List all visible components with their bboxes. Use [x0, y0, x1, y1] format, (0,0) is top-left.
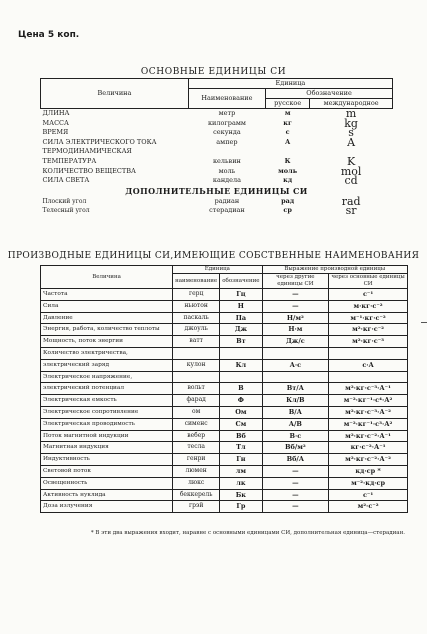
unit-name-cell: джоуль: [173, 324, 220, 336]
quantity-cell: Световой поток: [41, 465, 173, 477]
table-row: [41, 147, 393, 157]
unit-symbol-cell: Вт: [220, 336, 262, 348]
table-row: [41, 119, 393, 129]
via-base-units-cell: м⁻²·кг⁻¹·с³·А²: [329, 418, 408, 430]
quantity-cell: электрический потенциал: [41, 383, 173, 395]
unit-symbol-cell: Па: [220, 312, 262, 324]
additional-units-heading-row: [41, 186, 393, 197]
header-quantity: Величина: [41, 79, 189, 109]
via-base-units-cell: [329, 347, 408, 359]
header-via-base: через основные единицы СИ: [329, 274, 408, 289]
unit-symbol-cell: Бк: [220, 489, 262, 501]
international-symbol-cell: cd: [344, 174, 358, 188]
via-base-units-cell: м·кг·с⁻²: [329, 300, 408, 312]
russian-symbol-cell: рад: [281, 196, 295, 205]
unit-name-cell: стерадиан: [209, 206, 245, 215]
via-base-units-cell: м²·кг·с⁻³: [329, 336, 408, 348]
table-row: [41, 383, 408, 395]
international-symbol-cell: K: [347, 154, 356, 168]
unit-name-cell: радиан: [214, 196, 240, 205]
via-base-units-cell: [329, 371, 408, 383]
derived-units-title: ПРОИЗВОДНЫЕ ЕДИНИЦЫ СИ,ИМЕЮЩИЕ СОБСТВЕННЫЕ НАИМЕНОВАНИЯ: [7, 251, 420, 261]
table-row: [41, 289, 408, 301]
quantity-cell: Мощность, поток энергии: [41, 336, 173, 348]
header-name: наименование: [173, 274, 220, 289]
unit-symbol-cell: Вб: [220, 430, 262, 442]
via-other-units-cell: Н·м: [262, 324, 329, 336]
via-base-units-cell: м⁻²·кг⁻¹·с⁴·А²: [329, 395, 408, 407]
quantity-cell: КОЛИЧЕСТВО ВЕЩЕСТВА: [42, 166, 136, 175]
table-row: [41, 206, 393, 216]
unit-name-cell: сименс: [173, 418, 220, 430]
table-row: [41, 197, 393, 207]
unit-name-cell: [173, 347, 220, 359]
unit-name-cell: [188, 147, 265, 157]
unit-name-cell: секунда: [213, 128, 241, 137]
table-row: [41, 442, 408, 454]
unit-name-cell: кельвин: [212, 156, 241, 165]
table-row: [41, 489, 408, 501]
table-row: [41, 300, 408, 312]
header-international: международное: [310, 99, 393, 109]
russian-symbol-cell: кд: [283, 176, 293, 185]
unit-symbol-cell: лм: [220, 465, 262, 477]
via-other-units-cell: —: [262, 300, 329, 312]
unit-name-cell: грэй: [173, 501, 220, 513]
unit-symbol-cell: Дж: [220, 324, 262, 336]
base-units-table: [40, 78, 393, 216]
unit-name-cell: ом: [173, 406, 220, 418]
header-quantity: Величина: [41, 266, 173, 289]
unit-name-cell: ньютон: [173, 300, 220, 312]
unit-symbol-cell: Гр: [220, 501, 262, 513]
via-base-units-cell: м⁻¹·кг·с⁻²: [329, 312, 408, 324]
table-row: [41, 167, 393, 177]
via-other-units-cell: —: [262, 501, 329, 513]
via-other-units-cell: А·с: [262, 359, 329, 371]
quantity-cell: МАССА: [42, 118, 69, 127]
unit-symbol-cell: [220, 371, 262, 383]
unit-symbol-cell: Кл: [220, 359, 262, 371]
unit-name-cell: моль: [218, 166, 236, 175]
quantity-cell: Сила: [41, 300, 173, 312]
via-other-units-cell: —: [262, 489, 329, 501]
via-other-units-cell: —: [262, 465, 329, 477]
international-symbol-cell: kg: [344, 116, 358, 130]
via-base-units-cell: м²·кг·с⁻²·А⁻¹: [329, 430, 408, 442]
quantity-cell: ДЛИНА: [42, 109, 70, 117]
quantity-cell: Телесный угол: [42, 207, 90, 215]
unit-name-cell: паскаль: [173, 312, 220, 324]
via-base-units-cell: с·А: [329, 359, 408, 371]
table-row: [41, 176, 393, 186]
header-symbol: Обозначение: [266, 89, 393, 99]
via-other-units-cell: А/В: [262, 418, 329, 430]
russian-symbol-cell: А: [284, 137, 291, 146]
international-symbol-cell: s: [348, 126, 354, 140]
quantity-cell: Электрическое сопротивление: [41, 406, 173, 418]
quantity-cell: Плоский угол: [42, 197, 87, 205]
unit-name-cell: килограмм: [207, 118, 246, 127]
quantity-cell: Давление: [41, 312, 173, 324]
unit-name-cell: фарад: [173, 395, 220, 407]
base-units-body: [41, 109, 393, 216]
table-row: [41, 359, 408, 371]
quantity-cell: СИЛА ЭЛЕКТРИЧЕСКОГО ТОКА: [42, 137, 157, 146]
header-via-other: через другие единицы СИ: [262, 274, 329, 289]
unit-symbol-cell: См: [220, 418, 262, 430]
via-other-units-cell: Вб/м²: [262, 442, 329, 454]
unit-name-cell: тесла: [173, 442, 220, 454]
russian-symbol-cell: ср: [283, 206, 292, 215]
via-base-units-cell: м²·кг·с⁻²·А⁻²: [329, 454, 408, 466]
via-other-units-cell: В·с: [262, 430, 329, 442]
via-other-units-cell: [262, 347, 329, 359]
table-row: [41, 324, 408, 336]
international-symbol-cell: sr: [345, 204, 357, 218]
via-other-units-cell: —: [262, 477, 329, 489]
table-row: [41, 109, 393, 119]
via-other-units-cell: Н/м²: [262, 312, 329, 324]
unit-name-cell: вебер: [173, 430, 220, 442]
quantity-cell: ТЕМПЕРАТУРА: [42, 156, 97, 165]
unit-symbol-cell: В: [220, 383, 262, 395]
via-other-units-cell: [262, 371, 329, 383]
quantity-cell: Энергия, работа, количество теплоты: [41, 324, 173, 336]
quantity-cell: Электрическое напряжение,: [41, 371, 173, 383]
table-row: [41, 312, 408, 324]
quantity-cell: Индуктивность: [41, 454, 173, 466]
base-units-title: ОСНОВНЫЕ ЕДИНИЦЫ СИ: [140, 67, 287, 77]
russian-symbol-cell: моль: [278, 166, 298, 175]
table-row: [41, 128, 393, 138]
table-row: [41, 347, 408, 359]
via-base-units-cell: м²·с⁻²: [329, 501, 408, 513]
unit-name-cell: ватт: [173, 336, 220, 348]
quantity-cell: Частота: [41, 289, 173, 301]
table-row: [41, 395, 408, 407]
footnote: * В эти два выражения входит, наравне с основными единицами СИ, дополнительная единица—стерадиан.: [90, 530, 405, 536]
unit-symbol-cell: Н: [220, 300, 262, 312]
unit-name-cell: генри: [173, 454, 220, 466]
unit-symbol-cell: Ф: [220, 395, 262, 407]
via-other-units-cell: Вт/А: [262, 383, 329, 395]
table-row: [41, 418, 408, 430]
unit-name-cell: люкс: [173, 477, 220, 489]
unit-name-cell: кандела: [212, 176, 241, 185]
international-symbol-cell: A: [347, 135, 356, 149]
quantity-cell: Поток магнитной индукции: [41, 430, 173, 442]
unit-name-cell: герц: [173, 289, 220, 301]
unit-name-cell: кулон: [173, 359, 220, 371]
quantity-cell: Электрическая емкость: [41, 395, 173, 407]
quantity-cell: СИЛА СВЕТА: [42, 176, 90, 185]
quantity-cell: Электрическая проводимость: [41, 418, 173, 430]
header-russian: русское: [266, 99, 310, 109]
via-other-units-cell: Вб/А: [262, 454, 329, 466]
unit-name-cell: беккерель: [173, 489, 220, 501]
unit-symbol-cell: Гн: [220, 454, 262, 466]
via-other-units-cell: Дж/с: [262, 336, 329, 348]
via-base-units-cell: с⁻¹: [329, 489, 408, 501]
quantity-cell: Количество электричества,: [41, 347, 173, 359]
international-symbol-cell: m: [345, 107, 357, 120]
header-unit: Единица: [188, 79, 392, 89]
via-base-units-cell: кг·с⁻²·А⁻¹: [329, 442, 408, 454]
unit-name-cell: метр: [218, 109, 236, 117]
quantity-cell: ТЕРМОДИНАМИЧЕСКАЯ: [42, 147, 132, 156]
unit-symbol-cell: лк: [220, 477, 262, 489]
international-symbol-cell: mol: [340, 164, 362, 178]
unit-symbol-cell: [220, 347, 262, 359]
russian-symbol-cell: с: [285, 128, 290, 137]
table-row: [41, 371, 408, 383]
via-base-units-cell: м²·кг·с⁻²: [329, 324, 408, 336]
russian-symbol-cell: кг: [283, 118, 292, 127]
quantity-cell: Доза излучения: [41, 501, 173, 513]
table-row: [41, 465, 408, 477]
international-symbol-cell: rad: [341, 194, 361, 208]
russian-symbol-cell: К: [284, 156, 291, 165]
quantity-cell: Магнитная индукция: [41, 442, 173, 454]
table-row: [41, 430, 408, 442]
table-row: [41, 138, 393, 148]
header-expression: Выражение производной единицы: [262, 266, 407, 274]
price-label: Цена 5 коп.: [18, 30, 80, 40]
table-row: [41, 336, 408, 348]
table-row: [41, 501, 408, 513]
via-base-units-cell: м²·кг·с⁻³·А⁻¹: [329, 383, 408, 395]
via-base-units-cell: с⁻¹: [329, 289, 408, 301]
via-other-units-cell: В/А: [262, 406, 329, 418]
derived-units-body: [41, 289, 408, 513]
header-unit: Единица: [173, 266, 262, 274]
unit-name-cell: вольт: [173, 383, 220, 395]
table-row: [41, 406, 408, 418]
derived-units-table: [40, 265, 408, 513]
unit-name-cell: люмен: [173, 465, 220, 477]
russian-symbol-cell: [266, 147, 310, 157]
table-row: [41, 477, 408, 489]
unit-symbol-cell: Гц: [220, 289, 262, 301]
via-other-units-cell: Кл/В: [262, 395, 329, 407]
via-other-units-cell: —: [262, 289, 329, 301]
quantity-cell: электрический заряд: [41, 359, 173, 371]
header-name: Наименование: [188, 89, 265, 109]
quantity-cell: Освещенность: [41, 477, 173, 489]
via-base-units-cell: м²·кг·с⁻³·А⁻²: [329, 406, 408, 418]
header-symbol: обозначение: [220, 274, 262, 289]
quantity-cell: ВРЕМЯ: [42, 128, 69, 137]
table-row: [41, 454, 408, 466]
unit-name-cell: ампер: [216, 137, 238, 146]
additional-units-title: ДОПОЛНИТЕЛЬНЫЕ ЕДИНИЦЫ СИ: [125, 185, 308, 196]
table-row: [41, 157, 393, 167]
margin-mark: [421, 322, 427, 323]
unit-name-cell: [173, 371, 220, 383]
russian-symbol-cell: м: [284, 109, 291, 117]
via-base-units-cell: кд·ср *: [329, 465, 408, 477]
quantity-cell: Активность нуклида: [41, 489, 173, 501]
unit-symbol-cell: Тл: [220, 442, 262, 454]
via-base-units-cell: м⁻²·кд·ср: [329, 477, 408, 489]
unit-symbol-cell: Ом: [220, 406, 262, 418]
